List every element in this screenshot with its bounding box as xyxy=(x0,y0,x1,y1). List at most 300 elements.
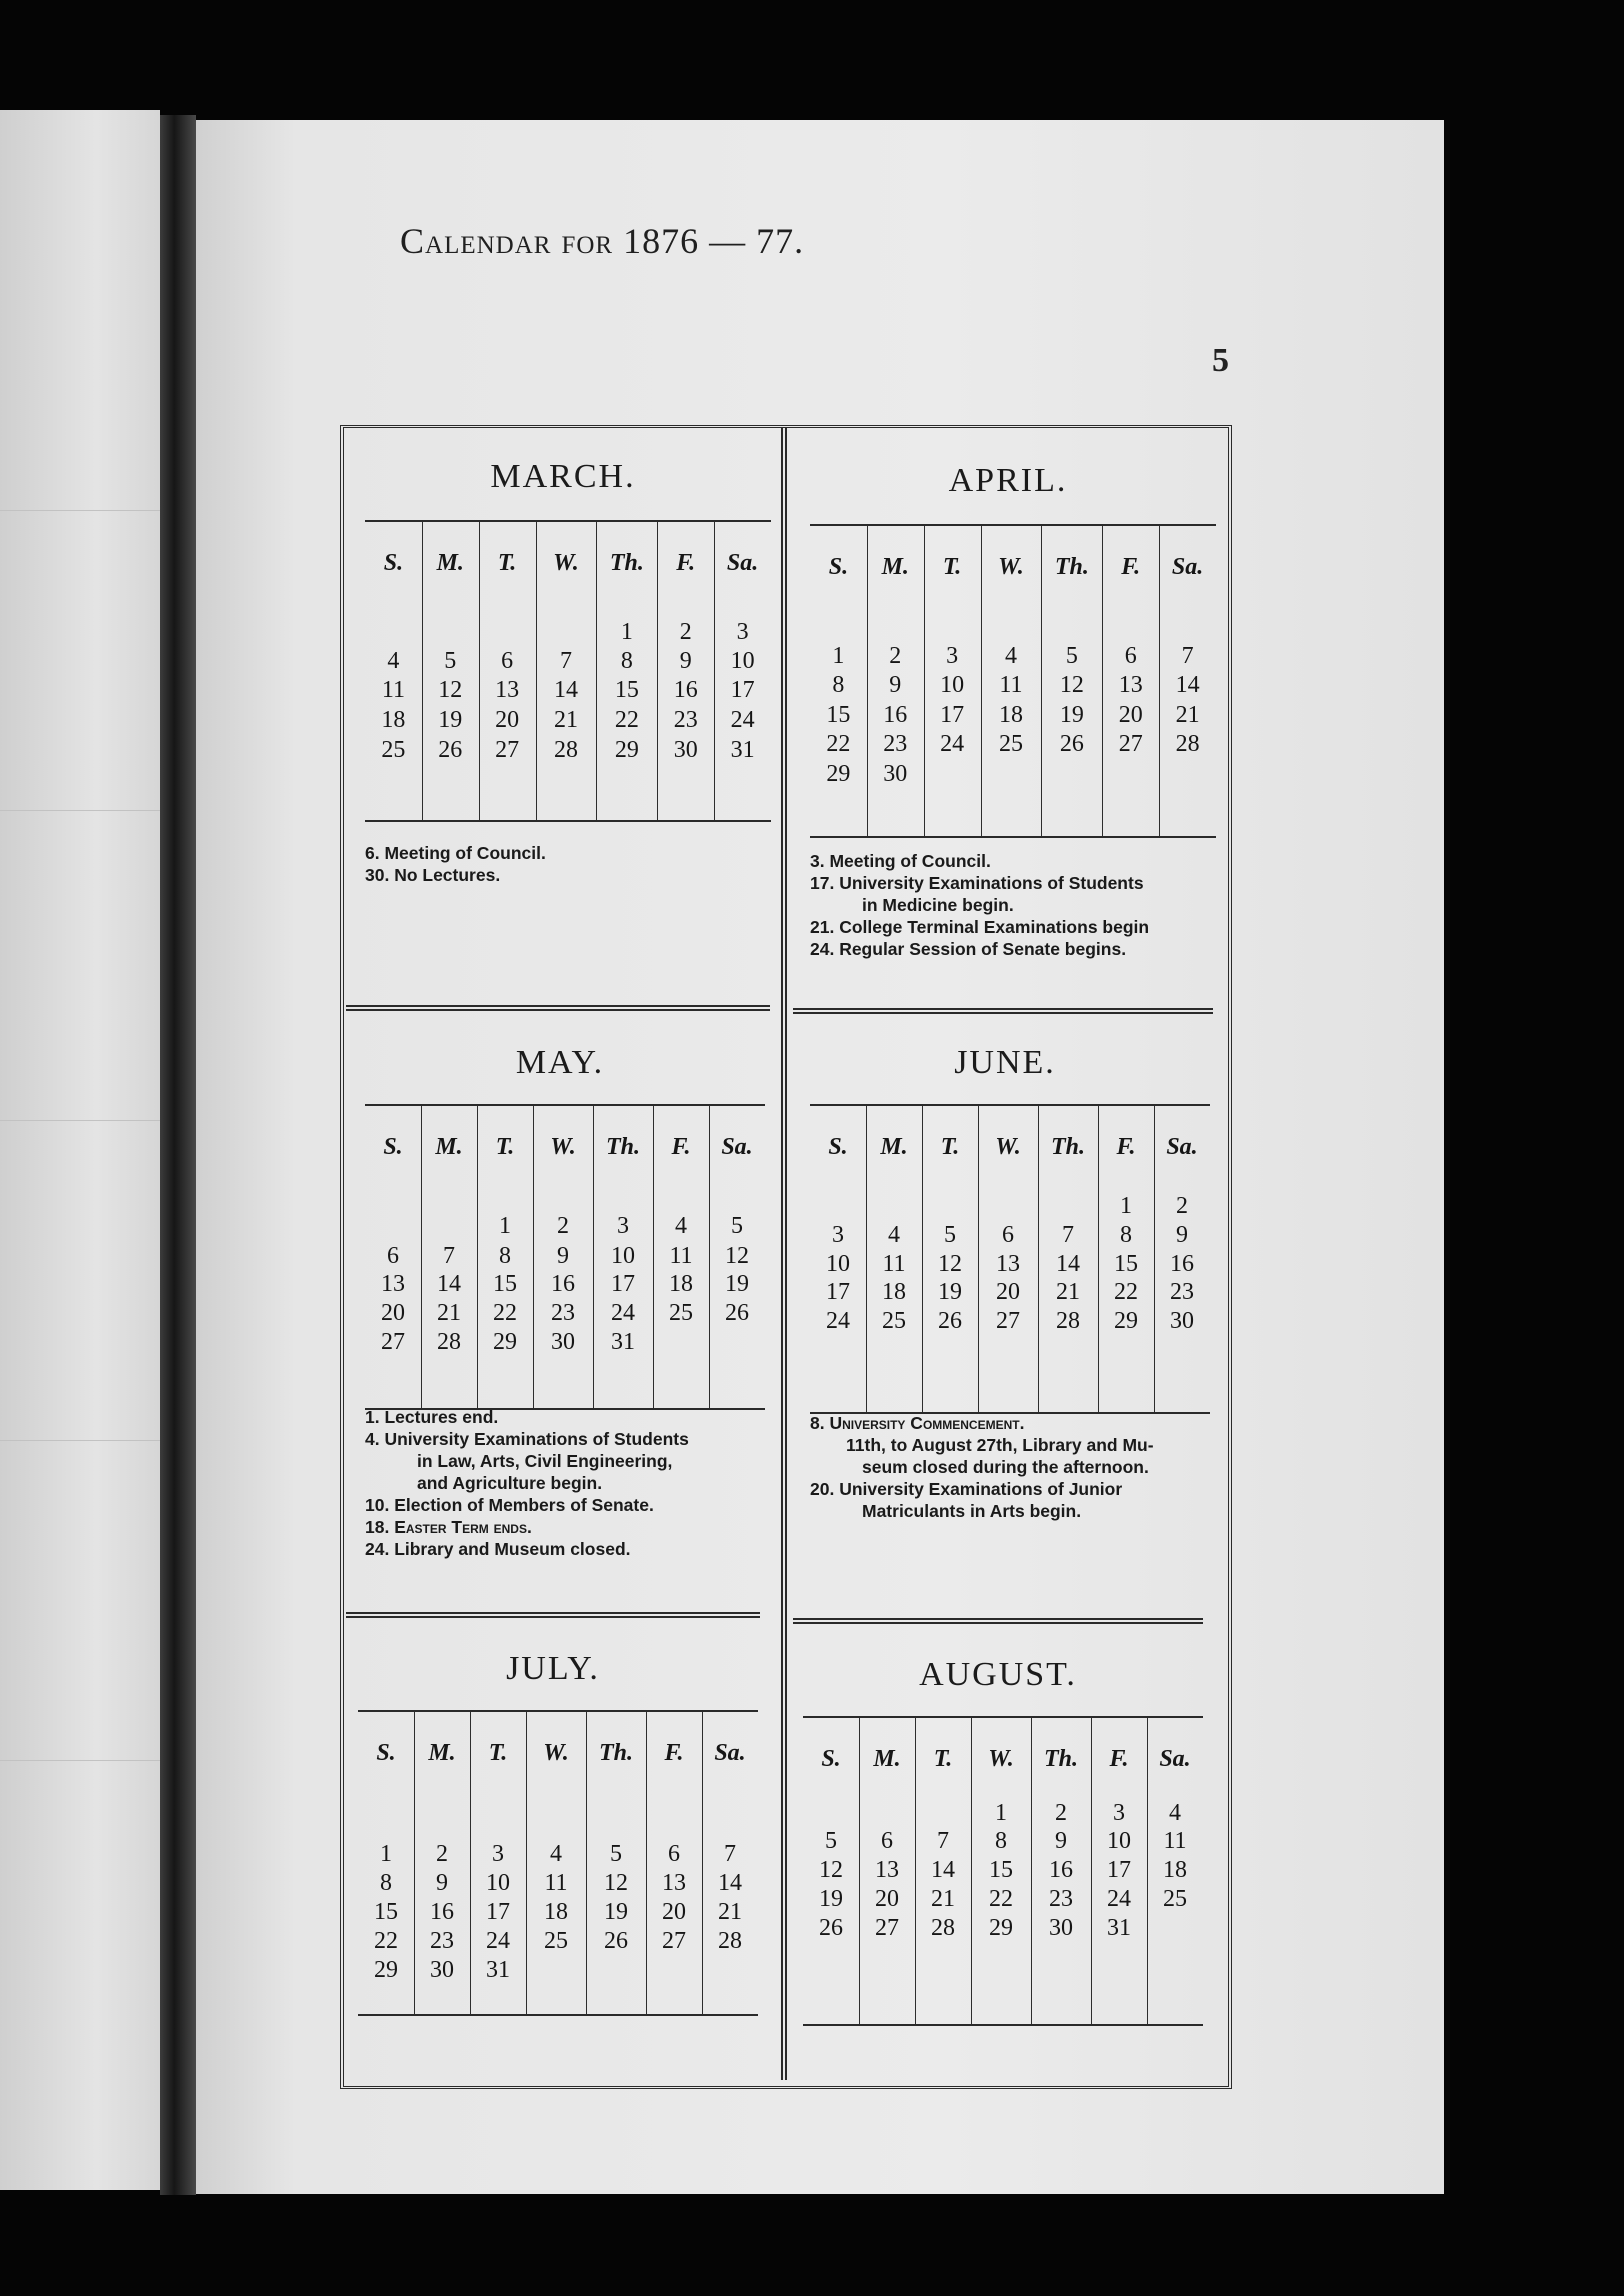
note-line: and Agriculture begin. xyxy=(417,1473,603,1493)
day-number: 11 xyxy=(882,1251,906,1277)
section-divider xyxy=(346,1612,760,1618)
day-number: 25 xyxy=(381,737,406,763)
day-number: 22 xyxy=(989,1886,1013,1912)
weekday-column xyxy=(803,1718,860,2024)
day-number: 19 xyxy=(438,707,463,733)
running-head: Calendar for 1876 — 77. xyxy=(400,221,805,261)
weekday-column xyxy=(1041,526,1103,836)
day-number: 5 xyxy=(444,648,457,674)
weekday-column xyxy=(1102,526,1160,836)
month-title: JUNE. xyxy=(954,1044,1056,1081)
day-number: 18 xyxy=(669,1271,693,1297)
day-number: 31 xyxy=(1107,1915,1131,1941)
note-line: in Law, Arts, Civil Engineering, xyxy=(417,1451,673,1471)
day-number: 13 xyxy=(381,1271,405,1297)
day-number: 23 xyxy=(673,707,698,733)
note-line: 10. Election of Members of Senate. xyxy=(365,1495,654,1515)
day-number: 8 xyxy=(832,672,845,698)
day-number: 27 xyxy=(996,1308,1020,1334)
day-number: 28 xyxy=(553,737,578,763)
day-number: 3 xyxy=(736,619,749,645)
weekday-column xyxy=(971,1718,1032,2024)
weekday-column xyxy=(1154,1106,1210,1412)
note-line: seum closed during the afternoon. xyxy=(862,1457,1149,1477)
weekday-column xyxy=(657,522,715,820)
day-number: 5 xyxy=(610,1841,622,1867)
day-number: 12 xyxy=(725,1243,749,1269)
month-title: APRIL. xyxy=(948,462,1068,499)
day-number: 31 xyxy=(611,1329,635,1355)
day-number: 10 xyxy=(486,1870,510,1896)
day-number: 19 xyxy=(1059,702,1084,728)
day-number: 6 xyxy=(501,648,514,674)
weekday-column xyxy=(924,526,982,836)
weekday-header: M. xyxy=(881,554,909,580)
day-number: 1 xyxy=(380,1841,392,1867)
day-number: 23 xyxy=(551,1300,575,1326)
day-number: 28 xyxy=(718,1928,742,1954)
day-number: 17 xyxy=(486,1899,510,1925)
weekday-header: M. xyxy=(880,1134,908,1160)
note-line: 1. Lectures end. xyxy=(365,1407,499,1427)
section-divider xyxy=(793,1618,1203,1624)
weekday-header: W. xyxy=(553,550,579,576)
day-number: 6 xyxy=(1124,643,1137,669)
note-line: 3. Meeting of Council. xyxy=(810,851,991,871)
note-line: 8. University Commencement. xyxy=(810,1413,1025,1433)
day-number: 24 xyxy=(826,1308,850,1334)
day-number: 24 xyxy=(486,1928,510,1954)
day-number: 25 xyxy=(998,731,1023,757)
month-notes xyxy=(365,842,771,886)
day-number: 21 xyxy=(931,1886,955,1912)
day-number: 4 xyxy=(1004,643,1017,669)
day-number: 25 xyxy=(1163,1886,1187,1912)
weekday-column xyxy=(981,526,1043,836)
day-number: 30 xyxy=(673,737,698,763)
month-title: MAY. xyxy=(515,1044,605,1081)
day-number: 12 xyxy=(604,1870,628,1896)
day-number: 10 xyxy=(826,1251,850,1277)
day-number: 15 xyxy=(826,702,851,728)
day-number: 15 xyxy=(989,1857,1013,1883)
day-number: 14 xyxy=(718,1870,742,1896)
day-number: 7 xyxy=(1181,643,1194,669)
day-number: 2 xyxy=(557,1213,569,1239)
weekday-header: Th. xyxy=(609,550,644,576)
day-number: 1 xyxy=(620,619,633,645)
day-number: 30 xyxy=(1049,1915,1073,1941)
day-number: 19 xyxy=(819,1886,843,1912)
day-number: 18 xyxy=(998,702,1023,728)
day-number: 18 xyxy=(544,1899,568,1925)
day-number: 9 xyxy=(1055,1828,1067,1854)
day-number: 3 xyxy=(946,643,959,669)
day-number: 12 xyxy=(1059,672,1084,698)
day-number: 5 xyxy=(731,1213,743,1239)
month-panel-april xyxy=(790,438,1226,998)
month-panel-june xyxy=(790,1020,1220,1580)
day-number: 17 xyxy=(1107,1857,1131,1883)
month-title: JULY. xyxy=(506,1650,600,1687)
day-number: 20 xyxy=(662,1899,686,1925)
weekday-header: Sa. xyxy=(726,550,759,576)
day-number: 24 xyxy=(1107,1886,1131,1912)
day-number: 28 xyxy=(931,1915,955,1941)
month-panel-march xyxy=(345,438,781,998)
day-number: 11 xyxy=(999,672,1023,698)
weekday-column xyxy=(596,522,658,820)
weekday-column xyxy=(646,1712,703,2014)
weekday-column xyxy=(859,1718,916,2024)
day-number: 27 xyxy=(381,1329,405,1355)
month-title: MARCH. xyxy=(490,458,636,495)
day-number: 18 xyxy=(381,707,406,733)
day-number: 29 xyxy=(374,1957,398,1983)
day-number: 11 xyxy=(544,1870,568,1896)
weekday-column xyxy=(536,522,598,820)
day-number: 29 xyxy=(493,1329,517,1355)
weekday-column xyxy=(526,1712,587,2014)
day-number: 21 xyxy=(718,1899,742,1925)
day-number: 30 xyxy=(430,1957,454,1983)
day-number: 26 xyxy=(604,1928,628,1954)
day-number: 25 xyxy=(882,1308,906,1334)
day-number: 1 xyxy=(995,1800,1007,1826)
day-number: 18 xyxy=(882,1279,906,1305)
weekday-column xyxy=(1159,526,1216,836)
weekday-header: F. xyxy=(1121,554,1141,580)
weekday-header: Th. xyxy=(1043,1746,1078,1772)
day-number: 27 xyxy=(495,737,520,763)
weekday-header: F. xyxy=(664,1740,684,1766)
weekday-column xyxy=(421,1106,478,1408)
day-number: 26 xyxy=(725,1300,749,1326)
weekday-header: F. xyxy=(1116,1134,1136,1160)
day-number: 31 xyxy=(486,1957,510,1983)
day-number: 8 xyxy=(995,1828,1007,1854)
day-number: 15 xyxy=(374,1899,398,1925)
note-line: 20. University Examinations of Junior xyxy=(810,1479,1123,1499)
day-number: 31 xyxy=(730,737,755,763)
weekday-header: W. xyxy=(550,1134,576,1160)
day-number: 27 xyxy=(1118,731,1143,757)
day-number: 1 xyxy=(499,1213,511,1239)
day-number: 17 xyxy=(611,1271,635,1297)
day-number: 5 xyxy=(944,1222,956,1248)
weekday-column xyxy=(714,522,771,820)
weekday-column xyxy=(358,1712,415,2014)
day-number: 28 xyxy=(1056,1308,1080,1334)
day-number: 21 xyxy=(1175,702,1200,728)
day-number: 11 xyxy=(1163,1828,1187,1854)
day-number: 13 xyxy=(662,1870,686,1896)
day-number: 4 xyxy=(675,1213,687,1239)
weekday-header: W. xyxy=(995,1134,1021,1160)
day-number: 3 xyxy=(832,1222,844,1248)
day-number: 29 xyxy=(826,761,851,787)
weekday-header: Th. xyxy=(598,1740,633,1766)
day-number: 8 xyxy=(620,648,633,674)
day-number: 14 xyxy=(931,1857,955,1883)
day-number: 22 xyxy=(614,707,639,733)
weekday-column xyxy=(1098,1106,1155,1412)
day-number: 2 xyxy=(679,619,692,645)
weekday-header: M. xyxy=(873,1746,901,1772)
month-panel-may xyxy=(345,1020,775,1580)
day-number: 26 xyxy=(438,737,463,763)
day-number: 13 xyxy=(996,1251,1020,1277)
weekday-header: M. xyxy=(435,1134,463,1160)
day-number: 17 xyxy=(826,1279,850,1305)
day-number: 1 xyxy=(1120,1193,1132,1219)
day-number: 30 xyxy=(551,1329,575,1355)
day-number: 14 xyxy=(1175,672,1200,698)
day-number: 26 xyxy=(1059,731,1084,757)
weekday-column xyxy=(866,1106,923,1412)
day-number: 21 xyxy=(1056,1279,1080,1305)
month-title: AUGUST. xyxy=(919,1656,1077,1693)
weekday-header: S. xyxy=(383,1134,403,1160)
day-number: 12 xyxy=(438,677,463,703)
day-number: 17 xyxy=(940,702,965,728)
day-number: 28 xyxy=(1175,731,1200,757)
day-number: 14 xyxy=(553,677,578,703)
day-number: 16 xyxy=(883,702,908,728)
day-number: 22 xyxy=(826,731,851,757)
weekday-header: S. xyxy=(828,554,849,580)
day-number: 21 xyxy=(553,707,578,733)
day-number: 2 xyxy=(1176,1193,1188,1219)
day-number: 23 xyxy=(1049,1886,1073,1912)
month-notes xyxy=(365,1406,765,1560)
day-number: 7 xyxy=(724,1841,736,1867)
day-number: 16 xyxy=(1049,1857,1073,1883)
weekday-header: T. xyxy=(942,554,962,580)
weekday-header: T. xyxy=(488,1740,508,1766)
weekday-column xyxy=(810,526,868,836)
weekday-header: F. xyxy=(676,550,696,576)
day-number: 13 xyxy=(1118,672,1143,698)
day-number: 22 xyxy=(374,1928,398,1954)
weekday-header: Th. xyxy=(1054,554,1089,580)
weekday-column xyxy=(1031,1718,1092,2024)
day-number: 25 xyxy=(544,1928,568,1954)
day-number: 9 xyxy=(889,672,902,698)
weekday-column xyxy=(365,522,423,820)
weekday-header: Sa. xyxy=(1159,1746,1191,1772)
day-number: 10 xyxy=(940,672,965,698)
day-number: 8 xyxy=(380,1870,392,1896)
weekday-header: S. xyxy=(383,550,404,576)
day-number: 6 xyxy=(1002,1222,1014,1248)
month-grid xyxy=(810,1104,1210,1414)
weekday-column xyxy=(593,1106,654,1408)
book-gutter xyxy=(160,115,196,2195)
page-number: 5 xyxy=(1212,342,1229,379)
note-line: 11th, to August 27th, Library and Mu- xyxy=(846,1435,1154,1455)
weekday-column xyxy=(1147,1718,1203,2024)
weekday-header: T. xyxy=(933,1746,953,1772)
day-number: 4 xyxy=(1169,1800,1181,1826)
day-number: 16 xyxy=(430,1899,454,1925)
weekday-header: S. xyxy=(376,1740,396,1766)
day-number: 17 xyxy=(730,677,755,703)
day-number: 14 xyxy=(1056,1251,1080,1277)
day-number: 29 xyxy=(989,1915,1013,1941)
weekday-column xyxy=(810,1106,867,1412)
day-number: 7 xyxy=(1062,1222,1074,1248)
day-number: 24 xyxy=(730,707,755,733)
day-number: 20 xyxy=(875,1886,899,1912)
day-number: 7 xyxy=(443,1243,455,1269)
day-number: 16 xyxy=(551,1271,575,1297)
day-number: 5 xyxy=(1065,643,1078,669)
month-panel-august xyxy=(783,1630,1213,2190)
weekday-column xyxy=(414,1712,471,2014)
day-number: 6 xyxy=(387,1243,399,1269)
weekday-column xyxy=(978,1106,1039,1412)
weekday-header: T. xyxy=(497,550,517,576)
note-line: 24. Library and Museum closed. xyxy=(365,1539,631,1559)
day-number: 11 xyxy=(669,1243,693,1269)
weekday-header: Sa. xyxy=(1166,1134,1198,1160)
day-number: 4 xyxy=(888,1222,900,1248)
day-number: 15 xyxy=(1114,1251,1138,1277)
day-number: 14 xyxy=(437,1271,461,1297)
weekday-column xyxy=(922,1106,979,1412)
note-line: 24. Regular Session of Senate begins. xyxy=(810,939,1127,959)
day-number: 12 xyxy=(819,1857,843,1883)
weekday-header: T. xyxy=(495,1134,515,1160)
weekday-column xyxy=(586,1712,647,2014)
month-grid xyxy=(365,520,771,822)
weekday-column xyxy=(867,526,925,836)
day-number: 3 xyxy=(492,1841,504,1867)
weekday-header: W. xyxy=(543,1740,569,1766)
day-number: 8 xyxy=(1120,1222,1132,1248)
note-line: 4. University Examinations of Students xyxy=(365,1429,689,1449)
day-number: 25 xyxy=(669,1300,693,1326)
weekday-header: Th. xyxy=(1050,1134,1085,1160)
section-divider xyxy=(346,1005,770,1011)
weekday-header: Th. xyxy=(605,1134,640,1160)
weekday-header: S. xyxy=(828,1134,848,1160)
day-number: 29 xyxy=(1114,1308,1138,1334)
note-line: Matriculants in Arts begin. xyxy=(862,1501,1082,1521)
month-notes xyxy=(810,1412,1210,1522)
note-line: 30. No Lectures. xyxy=(365,865,501,885)
day-number: 16 xyxy=(673,677,698,703)
month-grid xyxy=(810,524,1216,838)
day-number: 11 xyxy=(381,677,405,703)
weekday-header: F. xyxy=(671,1134,691,1160)
note-line: in Medicine begin. xyxy=(862,895,1014,915)
day-number: 23 xyxy=(883,731,908,757)
day-number: 9 xyxy=(436,1870,448,1896)
month-grid xyxy=(803,1716,1203,2026)
day-number: 24 xyxy=(940,731,965,757)
day-number: 30 xyxy=(883,761,908,787)
month-panel-july xyxy=(338,1630,768,2190)
day-number: 3 xyxy=(617,1213,629,1239)
day-number: 6 xyxy=(881,1828,893,1854)
day-number: 10 xyxy=(1107,1828,1131,1854)
weekday-column xyxy=(1038,1106,1099,1412)
day-number: 28 xyxy=(437,1329,461,1355)
day-number: 12 xyxy=(938,1251,962,1277)
day-number: 7 xyxy=(559,648,572,674)
day-number: 21 xyxy=(437,1300,461,1326)
day-number: 13 xyxy=(875,1857,899,1883)
month-notes xyxy=(810,850,1216,960)
day-number: 10 xyxy=(611,1243,635,1269)
day-number: 22 xyxy=(493,1300,517,1326)
day-number: 10 xyxy=(730,648,755,674)
weekday-header: Sa. xyxy=(721,1134,753,1160)
day-number: 9 xyxy=(557,1243,569,1269)
month-grid xyxy=(365,1104,765,1410)
weekday-header: S. xyxy=(821,1746,841,1772)
day-number: 5 xyxy=(825,1828,837,1854)
day-number: 15 xyxy=(614,677,639,703)
day-number: 20 xyxy=(495,707,520,733)
weekday-header: W. xyxy=(988,1746,1014,1772)
day-number: 26 xyxy=(819,1915,843,1941)
day-number: 20 xyxy=(996,1279,1020,1305)
weekday-header: W. xyxy=(998,554,1024,580)
weekday-header: T. xyxy=(940,1134,960,1160)
weekday-column xyxy=(915,1718,972,2024)
day-number: 19 xyxy=(604,1899,628,1925)
day-number: 2 xyxy=(889,643,902,669)
day-number: 3 xyxy=(1113,1800,1125,1826)
note-line: 18. Easter Term ends. xyxy=(365,1517,532,1537)
facing-page-edge xyxy=(0,110,160,2190)
day-number: 15 xyxy=(493,1271,517,1297)
day-number: 19 xyxy=(938,1279,962,1305)
day-number: 22 xyxy=(1114,1279,1138,1305)
weekday-column xyxy=(477,1106,534,1408)
day-number: 9 xyxy=(1176,1222,1188,1248)
weekday-column xyxy=(1091,1718,1148,2024)
day-number: 29 xyxy=(614,737,639,763)
day-number: 30 xyxy=(1170,1308,1194,1334)
day-number: 8 xyxy=(499,1243,511,1269)
day-number: 6 xyxy=(668,1841,680,1867)
note-line: 21. College Terminal Examinations begin xyxy=(810,917,1150,937)
day-number: 24 xyxy=(611,1300,635,1326)
weekday-column xyxy=(653,1106,710,1408)
weekday-header: Sa. xyxy=(1171,554,1204,580)
day-number: 4 xyxy=(387,648,400,674)
day-number: 23 xyxy=(1170,1279,1194,1305)
day-number: 2 xyxy=(436,1841,448,1867)
day-number: 1 xyxy=(832,643,845,669)
weekday-column xyxy=(470,1712,527,2014)
day-number: 13 xyxy=(495,677,520,703)
day-number: 27 xyxy=(662,1928,686,1954)
day-number: 9 xyxy=(679,648,692,674)
weekday-column xyxy=(702,1712,758,2014)
section-divider xyxy=(793,1008,1213,1014)
day-number: 2 xyxy=(1055,1800,1067,1826)
day-number: 23 xyxy=(430,1928,454,1954)
day-number: 4 xyxy=(550,1841,562,1867)
day-number: 19 xyxy=(725,1271,749,1297)
day-number: 26 xyxy=(938,1308,962,1334)
day-number: 27 xyxy=(875,1915,899,1941)
